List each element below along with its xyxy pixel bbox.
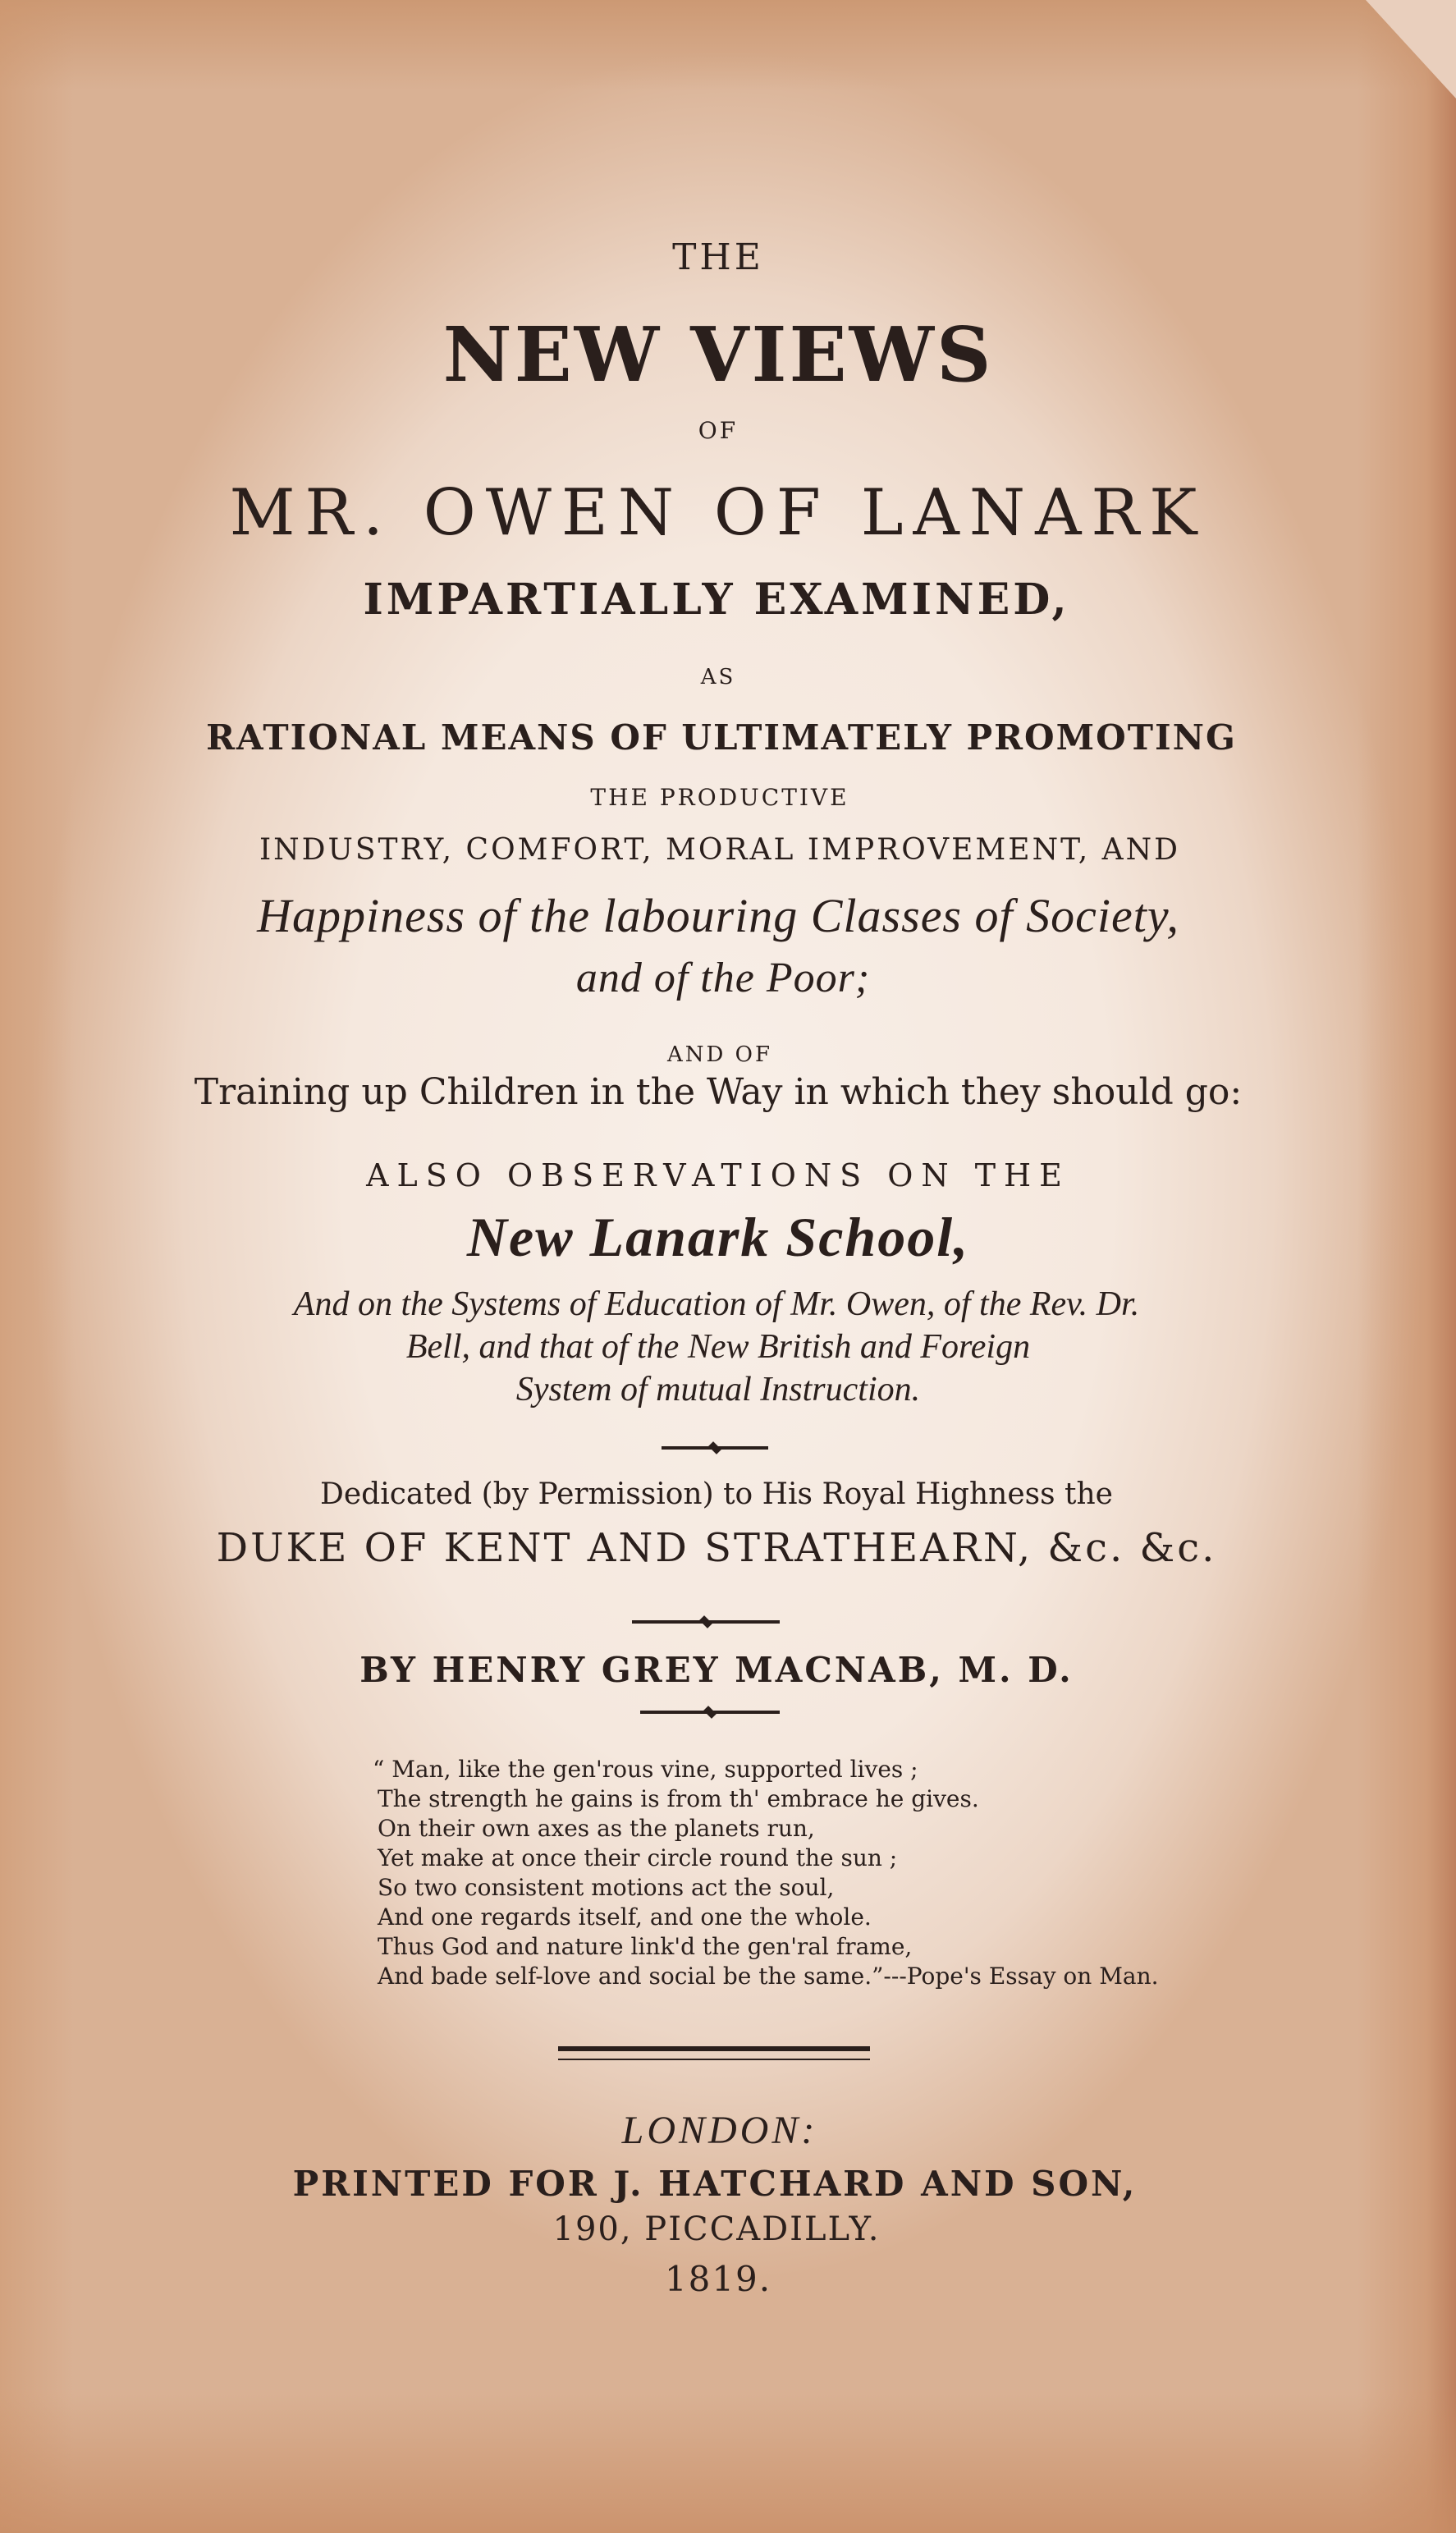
subject-title: MR. OWEN OF LANARK [229,476,1207,550]
school-title: New Lanark School, [466,1206,970,1268]
epigraph-line: And one regards itself, and one the whole. [378,1903,872,1931]
epigraph [373,1755,1280,1991]
happiness-line: Happiness of the labouring Classes of Society, [257,889,1179,942]
author-line: BY HENRY GREY MACNAB, M. D. [359,1650,1074,1690]
folded-corner [1366,0,1456,98]
imprint-city: LONDON: [621,2109,818,2152]
imprint-printer: PRINTED FOR J. HATCHARD AND SON, [292,2164,1138,2204]
epigraph-line: Thus God and nature link'd the gen'ral frame, [378,1933,913,1960]
systems-line-2: Bell, and that of the New British and Foreign [405,1328,1031,1366]
epigraph-line: And bade self-love and social be the same.”---Pope's Essay on Man. [378,1963,1159,1990]
heading-of: OF [698,417,739,444]
epigraph-line: “ Man, like the gen'rous vine, supported lives ; [373,1756,918,1783]
ornamental-rule-3 [640,1711,780,1714]
industry-line: INDUSTRY, COMFORT, MORAL IMPROVEMENT, AND [259,833,1181,867]
systems-line-1: And on the Systems of Education of Mr. Owen, of the Rev. Dr. [293,1285,1140,1323]
epigraph-line: The strength he gains is from th' embrace he gives. [378,1785,979,1812]
heading-the: THE [672,236,764,278]
foxed-top-edge [0,0,1456,90]
duke-line: DUKE OF KENT AND STRATHEARN, &c. &c. [216,1525,1217,1571]
main-title: NEW VIEWS [442,310,994,399]
training-line: Training up Children in the Way in which they should go: [194,1071,1243,1113]
epigraph-line: Yet make at once their circle round the sun ; [378,1844,898,1871]
also-line: ALSO OBSERVATIONS ON THE [366,1157,1070,1193]
systems-line-3: System of mutual Instruction. [515,1371,921,1408]
and-of-line: AND OF [667,1042,772,1067]
imprint-address: 190, PICCADILLY. [552,2210,881,2248]
poor-line: and of the Poor; [575,955,871,1001]
rational-line: RATIONAL MEANS OF ULTIMATELY PROMOTING [206,717,1237,758]
imprint-year: 1819. [664,2259,772,2299]
epigraph-line: So two consistent motions act the soul, [378,1874,835,1901]
epigraph-line: On their own axes as the planets run, [378,1815,815,1842]
as-line: AS [700,665,736,689]
double-rule-thin [558,2059,870,2060]
ornamental-rule-2 [632,1620,780,1624]
ornamental-rule-1 [662,1446,768,1450]
dedication-line: Dedicated (by Permission) to His Royal Highness the [320,1477,1113,1511]
double-rule-thick [558,2046,870,2051]
foxed-bottom-edge [0,2393,1456,2533]
productive-line: THE PRODUCTIVE [590,784,849,811]
examined-line: IMPARTIALLY EXAMINED, [363,575,1070,625]
